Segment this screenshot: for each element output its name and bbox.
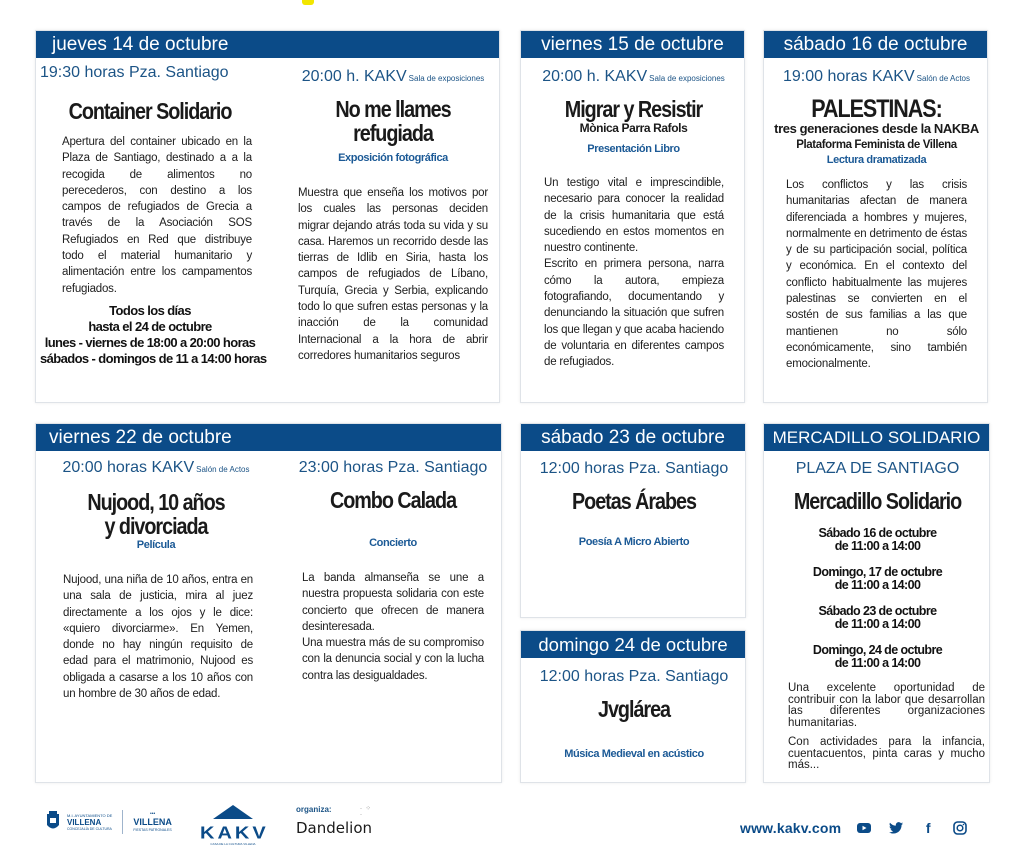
event-kind: Película [136, 539, 176, 551]
event-no-me-llames-refugiada [288, 67, 498, 364]
event-title: Poetas Árabes [571, 488, 697, 514]
event-kind: Poesía A Micro Abierto [578, 536, 690, 548]
day-header [36, 424, 501, 451]
event-title: Combo Calada [329, 487, 457, 513]
card-viernes-22 [35, 423, 502, 783]
event-kind: Presentación Libro [587, 143, 680, 155]
day-header [521, 424, 745, 451]
event-title: Container Solidario [68, 98, 232, 124]
twitter-icon[interactable] [889, 821, 903, 835]
day-header-label: jueves 14 de octubre [52, 34, 229, 55]
event-time: 19:00 horas KAKV Salón de Actos [782, 68, 970, 85]
event-title: Migrar y Resistir [564, 96, 703, 122]
instagram-icon[interactable] [953, 821, 967, 835]
youtube-icon[interactable] [857, 821, 871, 835]
day-header-label: sábado 16 de octubre [783, 34, 968, 55]
event-palestinas [764, 67, 989, 373]
market-dates [764, 527, 991, 670]
kakv-logo: KAKV CASA DE LA CULTURA VILLENA [200, 805, 266, 846]
market-description: Una excelente oportunidad de contribuir con la labor que desarrollan las diferentes organizaciones humanitarias. [788, 682, 985, 729]
social-links [740, 820, 985, 836]
market-date: Domingo, 24 de octubre de 11:00 a 14:00 [812, 643, 943, 670]
card-viernes-15 [520, 30, 745, 403]
card-mercadillo-solidario [763, 423, 990, 783]
day-header [521, 31, 744, 58]
event-jvglarea [521, 667, 747, 761]
event-title: Jvglárea [597, 696, 671, 722]
event-venue: Sala de exposiciones [649, 74, 725, 83]
event-nujood [36, 458, 276, 702]
day-header-label: domingo 24 de octubre [538, 634, 728, 655]
event-kind: Exposición fotográfica [338, 152, 448, 164]
event-migrar-y-resistir [521, 67, 746, 371]
card-sabado-23 [520, 423, 746, 618]
event-description: Un testigo vital e imprescindible, necesario para conocer la realidad de la crisis humanitaria que está sucediendo en estos momentos en nuestro continente. Escrito en primera persona, narra cómo la autora, empieza fotografiando, documentando y denunciando la situación que sufren los que llegan y que acaba haciendo de voluntaria en diferentes campos de refugiados. [544, 177, 724, 369]
schedule-line: Todos los días [109, 302, 191, 318]
day-header [521, 631, 745, 658]
event-time: 23:00 horas Pza. Santiago [298, 459, 488, 476]
event-subtitle: tres generaciones desde la NAKBA [774, 121, 979, 136]
day-header-label: viernes 15 de octubre [541, 34, 724, 55]
ayuntamiento-logo: M.I. AYUNTAMIENTO DE VILLENA CONCEJALÍA DE CULTURA ••• VILLENA FIESTAS PATRONALES [45, 810, 172, 834]
event-description: Los conflictos y las crisis humanitarias afectan de manera diferenciada a hombres y mujeres, normalmente en detrimento de éstas y de su participación social, política y económica. En el contexto del conflicto habitualmente las mujeres palestinas se convierten en el sostén de sus familias a las que mantienen no sólo económicamente, sino también emocionalmente. [786, 179, 967, 371]
event-container-solidario [40, 63, 267, 367]
event-kind: Concierto [369, 537, 417, 549]
day-header-label: MERCADILLO SOLIDARIO [772, 428, 981, 447]
kakv-roof-icon [213, 805, 253, 819]
market-date: Sábado 16 de octubre de 11:00 a 14:00 [818, 526, 937, 553]
event-description: La banda almanseña se une a nuestra propuesta solidaria con este concierto que ofrecen de manera desinteresada. Una muestra más de su compromiso con la denuncia social y con la lucha contra las desigualdades. [302, 572, 484, 682]
event-organizer: Plataforma Feminista de Villena [796, 139, 957, 151]
card-jueves-14 [35, 30, 500, 403]
day-header-label: viernes 22 de octubre [49, 427, 232, 448]
event-description: Nujood, una niña de 10 años, entra en una sala de justicia, mira al juez directamente a los ojos y le dice: «quiero divorciarme». En Yemen, donde no hay ningún requisito de edad para el matrimonio, Nujood es obligada a casarse a los 10 años con un hombre de 30 años de edad. [63, 574, 253, 701]
dandelion-logo: organiza: Dandelion · ⁘ · [296, 805, 373, 837]
market-date: Domingo, 17 de octubre de 11:00 a 14:00 [812, 565, 943, 592]
event-combo-calada [284, 458, 502, 684]
market-description: Con actividades para la infancia, cuentacuentos, pinta caras y mucho más... [788, 736, 985, 771]
event-time: 20:00 horas KAKV Salón de Actos [62, 459, 250, 476]
day-header-label: sábado 23 de octubre [541, 427, 725, 448]
event-time: 20:00 h. KAKV Sala de exposiciones [301, 68, 485, 85]
event-title: Nujood, 10 años y divorciada [87, 489, 225, 539]
day-header [36, 31, 499, 58]
schedule-line: sábados - domingos de 11 a 14:00 horas [40, 350, 267, 366]
day-header [764, 424, 989, 451]
event-title: Mercadillo Solidario [793, 488, 962, 514]
day-header [764, 31, 987, 58]
market-date: Sábado 23 de octubre de 11:00 a 14:00 [818, 604, 937, 631]
event-author: Mònica Parra Rafols [579, 121, 688, 135]
event-title: No me llames refugiada [335, 96, 451, 146]
website-link[interactable]: www.kakv.com [740, 820, 842, 836]
event-place: PLAZA DE SANTIAGO [795, 460, 960, 477]
card-sabado-16 [763, 30, 988, 403]
crest-icon [45, 811, 61, 833]
event-description: Muestra que enseña los motivos por los cuales las personas deciden migrar dejando atrás toda su vida y su casa. Haremos un recorrido desde las tierras de Idlib en Siria, hasta los campos de refugiados de Líbano, Turquía, Grecia y Serbia, explicando todo lo que sufren estas personas y la inacción de la comunidad Internacional a la hora de abrir corredores humanitarios seguros [298, 187, 488, 362]
event-venue: Salón de Actos [916, 74, 970, 83]
facebook-icon[interactable]: f [925, 820, 931, 836]
event-time: 12:00 horas Pza. Santiago [539, 460, 729, 477]
event-time: 20:00 h. KAKV Sala de exposiciones [542, 68, 725, 85]
event-description: Apertura del container ubicado en la Plaza de Santiago, destinado a a la recogida de alimentos no perecederos, con destino a los campos de refugiados de Grecia a través de la Asociación SOS Refugiados en Red que distribuye todo el material humanitario y alimentación entre los campamentos refugiados. [62, 136, 252, 295]
event-poetas-arabes [521, 459, 747, 549]
event-mercadillo [764, 459, 991, 772]
event-title: PALESTINAS: [811, 95, 942, 123]
card-domingo-24 [520, 630, 746, 783]
event-venue: Sala de exposiciones [408, 74, 485, 83]
schedule-line: hasta el 24 de octubre [88, 318, 212, 334]
schedule-line: lunes - viernes de 18:00 a 20:00 horas [44, 334, 256, 350]
event-venue: Salón de Actos [196, 465, 250, 474]
event-kind: Música Medieval en acústico [564, 748, 704, 760]
event-kind: Lectura dramatizada [826, 154, 927, 166]
event-schedule [40, 302, 267, 367]
event-time: 19:30 horas Pza. Santiago [40, 64, 229, 81]
top-accent-mark [302, 0, 314, 5]
event-time: 12:00 horas Pza. Santiago [539, 668, 729, 685]
